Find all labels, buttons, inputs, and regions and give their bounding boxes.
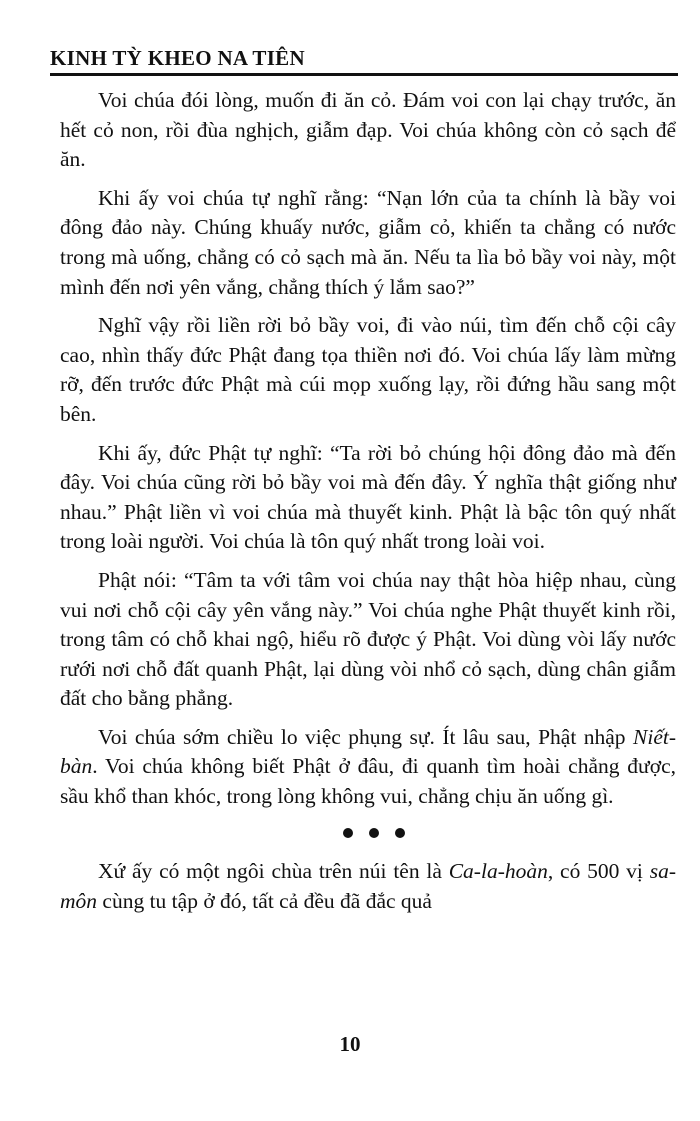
paragraph-6-end: . Voi chúa không biết Phật ở đâu, đi quanh tìm hoài chẳng được, sầu khổ than khóc, trong lòng không vui, chẳng chịu ăn uống gì. [60,754,676,809]
section-separator [60,818,676,848]
paragraph-7-part2: , có 500 vị [547,859,650,884]
separator-dot-icon [395,828,405,838]
paragraph-7 [60,857,676,916]
running-header: KINH TỲ KHEO NA TIÊN [50,46,305,70]
paragraph-7-part1: Xứ ấy có một ngôi chùa trên núi tên là [98,859,449,884]
paragraph-1: Voi chúa đói lòng, muốn đi ăn cỏ. Đám voi con lại chạy trước, ăn hết cỏ non, rồi đùa nghịch, giẫm đạp. Voi chúa không còn cỏ sạch để ăn. [60,88,676,172]
temple-name: Ca-la-hoàn [448,859,548,884]
header-rule [50,73,678,76]
body-text [60,86,676,916]
paragraph-5: Phật nói: “Tâm ta với tâm voi chúa nay thật hòa hiệp nhau, cùng vui nơi chỗ cội cây yên vắng này.” Voi chúa nghe Phật thuyết kinh rồi, trong tâm có chỗ khai ngộ, hiểu rõ được ý Phật. Voi dùng vòi lấy nước rưới nơi chỗ đất quanh Phật, lại dùng vòi nhổ cỏ sạch, dùng chân giẫm đất cho bằng phẳng. [60,567,676,711]
paragraph-6-start: Voi chúa sớm chiều lo việc phụng sự. Ít lâu sau, Phật nhập [98,724,633,749]
nirvana-term: Niết-bàn [60,724,676,779]
paragraph-3: Nghĩ vậy rồi liền rời bỏ bầy voi, đi vào núi, tìm đến chỗ cội cây cao, nhìn thấy đức Phật đang tọa thiền nơi đó. Voi chúa lấy làm mừng rỡ, đến trước đức Phật mà cúi mọp xuống lạy, rồi đứng hầu sang một bên. [60,313,676,426]
page-number: 10 [339,1032,361,1056]
paragraph-2: Khi ấy voi chúa tự nghĩ rằng: “Nạn lớn của ta chính là bầy voi đông đảo này. Chúng khuấy nước, giẫm cỏ, khiến ta chẳng có nước trong mà uống, chẳng có cỏ sạch mà ăn. Nếu ta lìa bỏ bầy voi này, một mình đến nơi yên vắng, chẳng thích ý lắm sao?” [60,185,676,299]
paragraph-7-part3: cùng tu tập ở đó, tất cả đều đã đắc quả [97,888,432,913]
separator-dot-icon [369,828,379,838]
separator-dot-icon [343,828,353,838]
samon-term: sa-môn [60,859,676,913]
paragraph-6 [60,723,676,812]
paragraph-4: Khi ấy, đức Phật tự nghĩ: “Ta rời bỏ chúng hội đông đảo mà đến đây. Voi chúa cũng rời bỏ bầy voi mà đến đây. Ý nghĩa thật giống như nhau.” Phật liền vì voi chúa mà thuyết kinh. Phật là bậc tôn quý nhất trong loài người. Voi chúa là tôn quý nhất trong loài voi. [60,440,676,554]
